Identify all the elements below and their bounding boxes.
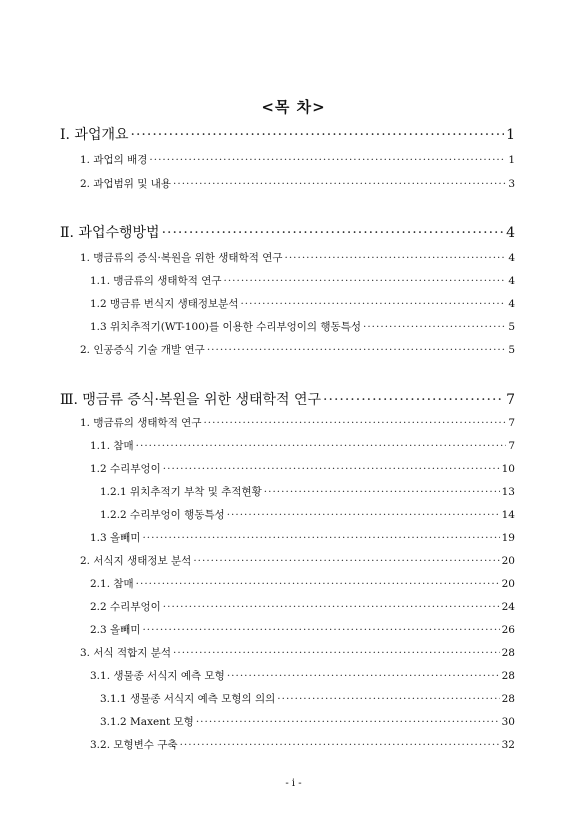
- toc-entry[interactable]: 2. 서식지 생태정보 분석 ····· 20: [80, 553, 515, 568]
- toc-entry[interactable]: 3.1.1 생물종 서식지 예측 모형의 의의 ····· 28: [100, 691, 515, 706]
- toc-entry[interactable]: 1.1. 맹금류의 생태학적 연구 ····· 4: [90, 273, 515, 288]
- leader-dots: [207, 344, 507, 356]
- toc-entry[interactable]: 1.2.1 위치추적기 부착 및 추적현황 ····· 13: [100, 484, 515, 499]
- leader-dots: [136, 440, 507, 452]
- leader-dots: [136, 578, 500, 590]
- toc-entry[interactable]: 2. 인공증식 기술 개발 연구 ····· 5: [80, 342, 515, 357]
- toc-entry[interactable]: 1. 과업의 배경 ····· 1: [80, 152, 515, 167]
- toc-entry[interactable]: 1.1. 참매 ····· 7: [90, 438, 515, 453]
- leader-dots: [227, 670, 500, 682]
- toc-entry[interactable]: 1. 맹금류의 증식·복원을 위한 생태학적 연구 ····· 4: [80, 250, 515, 265]
- leader-dots: [163, 601, 500, 613]
- toc-entry[interactable]: 2. 과업범위 및 내용 ····· 3: [80, 176, 515, 191]
- leader-dots: [173, 178, 506, 190]
- leader-dots: [173, 647, 500, 659]
- toc-entry[interactable]: Ⅲ. 맹금류 증식·복원을 위한 생태학적 연구 ····· 7: [60, 389, 515, 409]
- leader-dots: [196, 716, 500, 728]
- leader-dots: [284, 252, 506, 264]
- toc-entry[interactable]: 1.2 맹금류 번식지 생태정보분석 ····· 4: [90, 296, 515, 311]
- toc-entry[interactable]: 1.2.2 수리부엉이 행동특성 ····· 14: [100, 507, 515, 522]
- leader-dots: [240, 298, 506, 310]
- page-title: <목 차>: [261, 98, 326, 116]
- leader-dots: [162, 225, 505, 241]
- leader-dots: [203, 417, 506, 429]
- leader-dots: [227, 509, 500, 521]
- toc-entry[interactable]: 3. 서식 적합지 분석 ····· 28: [80, 645, 515, 660]
- leader-dots: [223, 275, 506, 287]
- leader-dots: [131, 127, 505, 143]
- toc-entry[interactable]: 1.3 위치추적기(WT-100)를 이용한 수리부엉이의 행동특성 ····· 5: [90, 319, 515, 334]
- page-number-footer: - i -: [285, 778, 302, 789]
- toc-entry[interactable]: 2.2 수리부엉이 ····· 24: [90, 599, 515, 614]
- toc-entry[interactable]: 1.3 올빼미 ····· 19: [90, 530, 515, 545]
- leader-dots: [149, 154, 506, 166]
- toc-entry[interactable]: 3.1.2 Maxent 모형 ····· 30: [100, 714, 515, 729]
- toc-entry[interactable]: 2.3 올빼미 ····· 26: [90, 622, 515, 637]
- toc-entry[interactable]: Ⅱ. 과업수행방법 ····· 4: [60, 222, 515, 242]
- leader-dots: [264, 486, 500, 498]
- leader-dots: [142, 532, 499, 544]
- leader-dots: [163, 463, 500, 475]
- toc-entry[interactable]: 3.2. 모형변수 구축 ····· 32: [90, 737, 515, 752]
- leader-dots: [193, 555, 499, 567]
- leader-dots: [363, 321, 506, 333]
- toc-entry[interactable]: 3.1. 생물종 서식지 예측 모형 ····· 28: [90, 668, 515, 683]
- leader-dots: [142, 624, 499, 636]
- toc-entry[interactable]: 1.2 수리부엉이 ····· 10: [90, 461, 515, 476]
- leader-dots: [277, 693, 499, 705]
- leader-dots: [323, 392, 504, 408]
- toc-entry[interactable]: 1. 맹금류의 생태학적 연구 ····· 7: [80, 415, 515, 430]
- toc-entry[interactable]: 2.1. 참매 ····· 20: [90, 576, 515, 591]
- leader-dots: [180, 739, 500, 751]
- toc-entry[interactable]: Ⅰ. 과업개요 ····· 1: [60, 124, 515, 144]
